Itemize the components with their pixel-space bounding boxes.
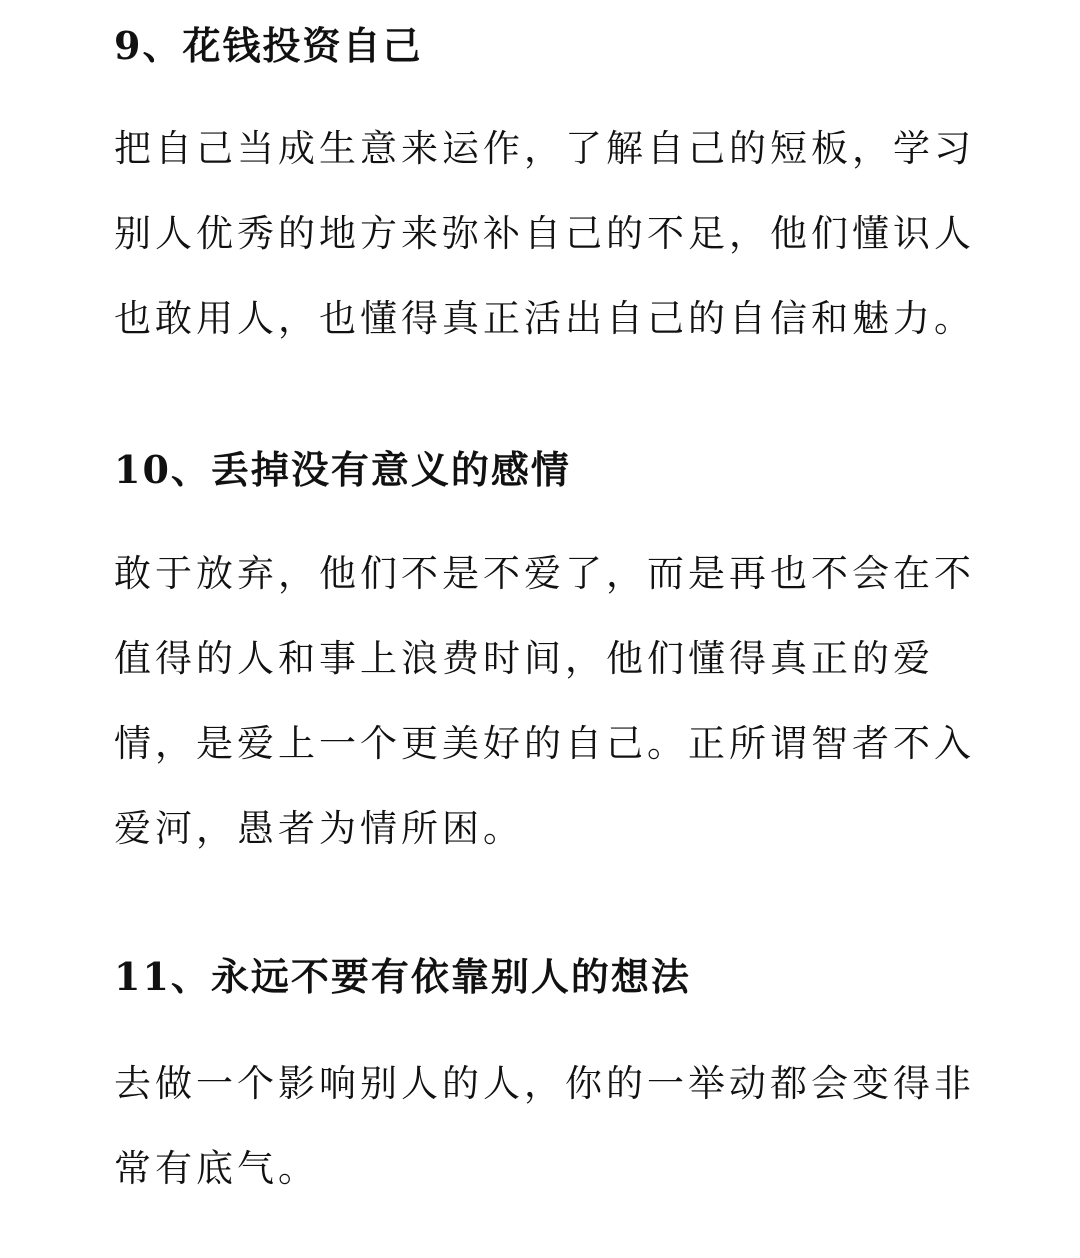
section-heading: 11、永远不要有依靠别人的想法 — [114, 954, 691, 999]
paragraph-line: 把自己当成生意来运作，了解自己的短板，学习 — [114, 127, 975, 170]
section-11 — [114, 954, 975, 1211]
paragraph-line: 敢于放弃，他们不是不爱了，而是再也不会在不 — [114, 552, 975, 595]
paragraph-line: 别人优秀的地方来弥补自己的不足，他们懂识人 — [114, 212, 975, 255]
section-9 — [114, 23, 975, 361]
paragraph-line: 爱河，愚者为情所困。 — [114, 807, 524, 850]
paragraph-line: 情，是爱上一个更美好的自己。正所谓智者不入 — [114, 722, 975, 765]
section-heading: 9、花钱投资自己 — [114, 23, 423, 68]
paragraph-line: 常有底气。 — [114, 1147, 319, 1190]
paragraph-line: 去做一个影响别人的人，你的一举动都会变得非 — [114, 1062, 975, 1105]
section-paragraph — [114, 1041, 975, 1211]
section-10 — [114, 447, 975, 871]
paragraph-line: 值得的人和事上浪费时间，他们懂得真正的爱 — [114, 637, 934, 680]
paragraph-line: 也敢用人，也懂得真正活出自己的自信和魅力。 — [114, 297, 975, 340]
section-paragraph — [114, 106, 975, 361]
section-heading: 10、丢掉没有意义的感情 — [114, 447, 571, 492]
section-paragraph — [114, 531, 975, 871]
